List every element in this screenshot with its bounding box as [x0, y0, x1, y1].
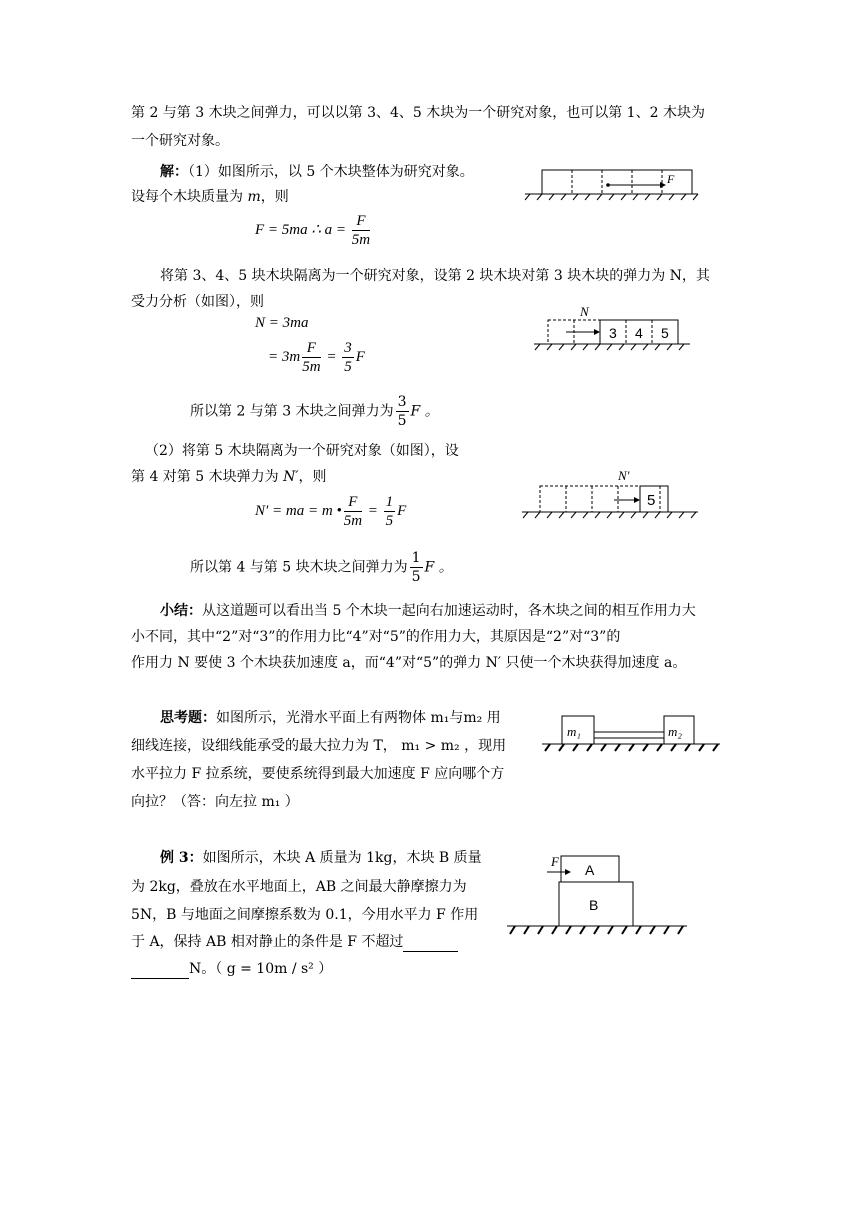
- example3-line-3: 5N，B 与地面之间摩擦系数为 0.1，今用水平力 F 作用: [131, 907, 479, 923]
- example3-line-1: 例 3：如图所示，木块 A 质量为 1kg，木块 B 质量: [160, 850, 482, 866]
- figure-block-5: [520, 462, 700, 522]
- summary-line-3: 作用力 N 要使 3 个木块获加速度 a，而“4”对“5”的弹力 N′ 只使一个木块获得加速度 a。: [131, 655, 687, 671]
- thinking-line-3: 水平拉力 F 拉系统，要使系统得到最大加速度 F 应向哪个方: [131, 766, 505, 782]
- fig5-block-b: B: [589, 897, 599, 913]
- answer-blank-1[interactable]: [403, 935, 458, 952]
- fig2-block-5: 5: [661, 325, 669, 341]
- thinking-line-1: 思考题：如图所示，光滑水平面上有两物体 m₁与m₂ 用: [160, 710, 501, 726]
- fig4-m1-label: m₁: [567, 724, 581, 739]
- equation-1: F = 5ma ∴ a = $\frac{F}{5m}$: [255, 213, 371, 248]
- example3-line-2: 为 2kg，叠放在水平地面上，AB 之间最大静摩擦力为: [131, 879, 467, 895]
- fig3-force-label: N′: [618, 468, 630, 483]
- result-1: 所以第 2 与第 3 木块之间弹力为 $\frac{3}{5}$ F 。: [190, 394, 439, 429]
- intro-line-1: 第 2 与第 3 木块之间弹力，可以以第 3、4、5 木块为一个研究对象，也可以第 1、2 木块为: [131, 105, 705, 121]
- summary-line-2: 小不同，其中“2”对“3”的作用力比“4”对“5”的作用力大，其原因是“2”对“3”的: [131, 629, 621, 645]
- solution-line-2: 设每个木块质量为 m，则: [131, 189, 289, 205]
- fig5-block-a: A: [585, 862, 595, 878]
- solution-part2-line-1: （2）将第 5 木块隔离为一个研究对象（如图），设: [145, 443, 459, 459]
- fig2-force-label: N: [580, 304, 589, 319]
- solution-part1b-line-2: 受力分析（如图），则: [131, 294, 264, 310]
- fig2-block-3: 3: [609, 325, 617, 341]
- solution-line-1: 解：（1）如图所示，以 5 个木块整体为研究对象。: [160, 164, 474, 180]
- thinking-line-4: 向拉？（答：向左拉 m₁ ）: [131, 794, 299, 810]
- solution-part1b-line-1: 将第 3、4、5 块木块隔离为一个研究对象，设第 2 块木块对第 3 块木块的弹力为 N，其: [160, 268, 710, 284]
- equation-2b: = 3m $\frac{F}{5m}$ = $\frac{3}{5}$ F: [268, 340, 365, 375]
- figure-a-on-b: [505, 848, 690, 948]
- fig2-block-4: 4: [635, 325, 643, 341]
- result-2: 所以第 4 与第 5 块木块之间弹力为 $\frac{1}{5}$ F 。: [190, 550, 453, 585]
- thinking-line-2: 细线连接，设细线能承受的最大拉力为 T， m₁ > m₂ ，现用: [131, 738, 507, 754]
- intro-line-2: 一个研究对象。: [131, 133, 229, 149]
- equation-2a: N = 3ma: [255, 315, 309, 331]
- solution-label: 解：: [160, 164, 188, 180]
- fig5-force-label: F: [551, 854, 559, 869]
- answer-blank-2[interactable]: [131, 962, 189, 979]
- example3-line-4: 于 A，保持 AB 相对静止的条件是 F 不超过: [131, 932, 458, 952]
- figure-m1-m2: [540, 712, 725, 760]
- equation-3: N′ = ma = m • $\frac{F}{5m}$ = $\frac{1}{5}$ F: [255, 494, 407, 529]
- solution-part2-line-2: 第 4 对第 5 木块弹力为 N′，则: [131, 469, 327, 485]
- figure-five-blocks: [520, 165, 700, 210]
- example3-line-5: N。（ g = 10m / s² ）: [131, 959, 332, 979]
- fig4-m2-label: m₂: [668, 724, 682, 739]
- figure-blocks-345: [532, 300, 692, 355]
- fig1-force-label: F: [667, 172, 675, 186]
- summary-line-1: 小结：从这道题可以看出当 5 个木块一起向右加速运动时，各木块之间的相互作用力大: [160, 603, 696, 619]
- fig3-block-5: 5: [647, 492, 656, 509]
